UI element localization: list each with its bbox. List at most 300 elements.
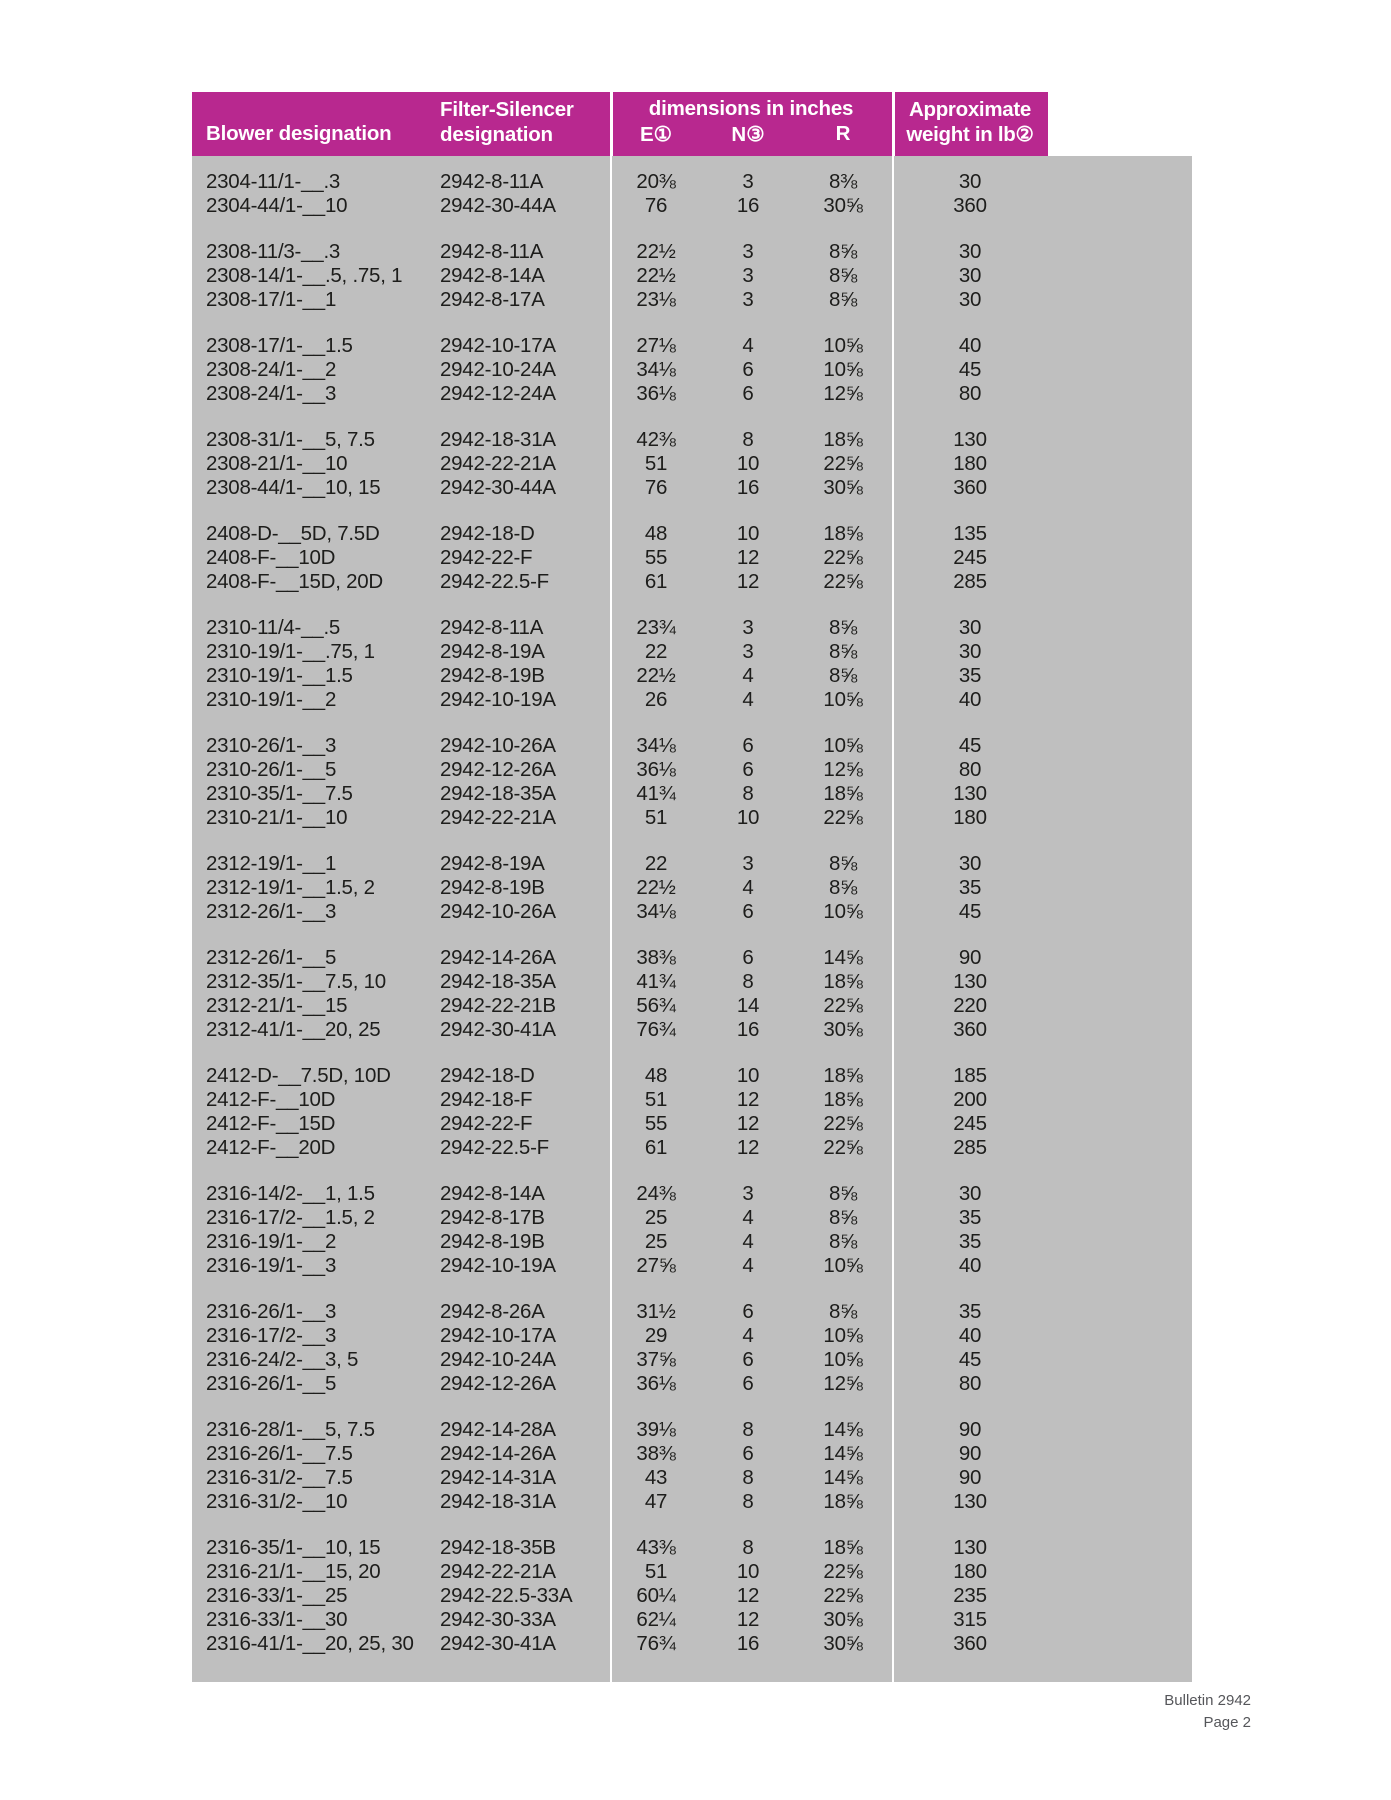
blower-designation-cell: 2310-19/1-__.75, 1	[206, 640, 375, 663]
blower-designation-cell: 2310-11/4-__.5	[206, 616, 341, 639]
dimension-n-cell: 8	[742, 1536, 754, 1559]
table-row-group	[192, 616, 1192, 734]
dimension-n-cell: 16	[736, 476, 760, 499]
dimension-e-cell: 22½	[636, 876, 676, 899]
dimension-n-cell: 8	[742, 1418, 754, 1441]
dimension-n-cell: 4	[742, 334, 754, 357]
blower-designation-cell: 2408-D-__5D, 7.5D	[206, 522, 380, 545]
dimension-r-cell: 30⅝	[823, 194, 863, 217]
dimension-n-cell: 3	[742, 240, 754, 263]
dimension-e-cell: 25	[644, 1206, 668, 1229]
dimension-e-cell: 42⅜	[636, 428, 676, 451]
approximate-weight-cell: 360	[953, 194, 987, 217]
dimension-n-cell: 8	[742, 782, 754, 805]
dimension-r-cell: 22⅝	[823, 570, 863, 593]
dimension-r-cell: 22⅝	[823, 546, 863, 569]
dimension-n-cell: 6	[742, 946, 754, 969]
approximate-weight-cell: 40	[958, 334, 982, 357]
approximate-weight-cell: 130	[953, 1536, 987, 1559]
filter-silencer-designation-cell: 2942-18-35B	[440, 1536, 556, 1559]
table-row-group	[192, 428, 1192, 522]
table-row	[192, 170, 1192, 194]
table-row	[192, 946, 1192, 970]
filter-silencer-designation-cell: 2942-30-41A	[440, 1018, 556, 1041]
table-row	[192, 382, 1192, 406]
filter-silencer-designation-cell: 2942-8-19B	[440, 876, 545, 899]
dimension-r-cell: 12⅝	[823, 1372, 863, 1395]
dimension-r-cell: 22⅝	[823, 806, 863, 829]
approximate-weight-cell: 180	[953, 806, 987, 829]
dimension-r-cell: 18⅝	[823, 522, 863, 545]
dimension-n-cell: 10	[736, 1064, 760, 1087]
dimension-r-cell: 12⅝	[823, 382, 863, 405]
approximate-weight-cell: 45	[958, 734, 982, 757]
table-header-row	[192, 92, 1192, 156]
dimension-r-cell: 8⅝	[829, 264, 857, 287]
dimension-e-cell: 22½	[636, 664, 676, 687]
dimension-r-cell: 22⅝	[823, 1560, 863, 1583]
blower-designation-cell: 2308-31/1-__5, 7.5	[206, 428, 375, 451]
filter-silencer-designation-cell: 2942-14-28A	[440, 1418, 556, 1441]
approximate-weight-cell: 45	[958, 900, 982, 923]
filter-silencer-designation-cell: 2942-10-17A	[440, 1324, 556, 1347]
filter-silencer-designation-cell: 2942-14-26A	[440, 1442, 556, 1465]
blower-designation-cell: 2412-F-__10D	[206, 1088, 336, 1111]
dimension-n-cell: 3	[742, 264, 754, 287]
table-row-group	[192, 1536, 1192, 1656]
dimension-n-cell: 4	[742, 1206, 754, 1229]
blower-designation-cell: 2308-14/1-__.5, .75, 1	[206, 264, 403, 287]
filter-silencer-designation-cell: 2942-10-24A	[440, 1348, 556, 1371]
column-header-r: R	[835, 122, 851, 145]
table-row	[192, 1490, 1192, 1514]
dimension-n-cell: 3	[742, 616, 754, 639]
table-row	[192, 1088, 1192, 1112]
filter-silencer-designation-cell: 2942-18-F	[440, 1088, 533, 1111]
table-row	[192, 782, 1192, 806]
table-row	[192, 1206, 1192, 1230]
dimension-n-cell: 6	[742, 734, 754, 757]
blower-designation-cell: 2312-35/1-__7.5, 10	[206, 970, 386, 993]
dimension-e-cell: 22½	[636, 264, 676, 287]
table-row	[192, 994, 1192, 1018]
filter-silencer-designation-cell: 2942-8-14A	[440, 264, 545, 287]
approximate-weight-cell: 220	[953, 994, 987, 1017]
dimension-n-cell: 8	[742, 1490, 754, 1513]
dimension-r-cell: 10⅝	[823, 358, 863, 381]
table-row	[192, 900, 1192, 924]
dimension-r-cell: 8⅝	[829, 1230, 857, 1253]
table-row	[192, 1466, 1192, 1490]
dimension-n-cell: 12	[736, 570, 760, 593]
approximate-weight-cell: 245	[953, 546, 987, 569]
dimension-e-cell: 48	[644, 1064, 668, 1087]
approximate-weight-cell: 90	[958, 1418, 982, 1441]
filter-header-line2: designation	[440, 123, 553, 146]
filter-silencer-designation-cell: 2942-18-D	[440, 1064, 535, 1087]
approximate-weight-cell: 360	[953, 476, 987, 499]
filter-silencer-designation-cell: 2942-22.5-F	[440, 1136, 549, 1159]
dimension-n-cell: 12	[736, 546, 760, 569]
table-row	[192, 616, 1192, 640]
approximate-weight-cell: 185	[953, 1064, 987, 1087]
dimension-e-cell: 55	[644, 546, 668, 569]
table-row-group	[192, 240, 1192, 334]
column-header-filter-silencer-designation	[426, 92, 610, 156]
filter-silencer-designation-cell: 2942-14-26A	[440, 946, 556, 969]
table-row	[192, 452, 1192, 476]
table-row	[192, 428, 1192, 452]
page-footer	[1164, 1690, 1251, 1734]
dimension-n-cell: 8	[742, 970, 754, 993]
dimension-r-cell: 8⅝	[829, 876, 857, 899]
filter-silencer-designation-cell: 2942-22-21B	[440, 994, 556, 1017]
blower-designation-cell: 2310-35/1-__7.5	[206, 782, 353, 805]
table-row-group	[192, 170, 1192, 240]
table-row-group	[192, 1064, 1192, 1182]
weight-header-label	[892, 97, 1048, 147]
dimension-e-cell: 51	[644, 1088, 668, 1111]
blower-designation-cell: 2412-F-__20D	[206, 1136, 336, 1159]
dimension-e-cell: 61	[644, 1136, 668, 1159]
dimension-n-cell: 6	[742, 382, 754, 405]
dimension-e-cell: 27⅛	[636, 334, 676, 357]
blower-designation-cell: 2316-24/2-__3, 5	[206, 1348, 359, 1371]
dimension-e-cell: 51	[644, 1560, 668, 1583]
dimension-r-cell: 18⅝	[823, 428, 863, 451]
dimension-r-cell: 8⅝	[829, 616, 857, 639]
weight-header-line1: Approximate	[908, 98, 1031, 121]
approximate-weight-cell: 130	[953, 428, 987, 451]
table-row	[192, 970, 1192, 994]
approximate-weight-cell: 130	[953, 782, 987, 805]
dimension-r-cell: 22⅝	[823, 1136, 863, 1159]
blower-designation-cell: 2312-26/1-__5	[206, 946, 337, 969]
blower-designation-cell: 2316-19/1-__2	[206, 1230, 337, 1253]
blower-designation-cell: 2308-24/1-__2	[206, 358, 337, 381]
dimension-e-cell: 23⅛	[636, 288, 676, 311]
table-row	[192, 1136, 1192, 1160]
filter-silencer-designation-cell: 2942-8-19B	[440, 664, 545, 687]
blower-designation-cell: 2308-44/1-__10, 15	[206, 476, 381, 499]
approximate-weight-cell: 30	[958, 1182, 982, 1205]
approximate-weight-cell: 360	[953, 1632, 987, 1655]
filter-silencer-designation-cell: 2942-8-11A	[440, 170, 544, 193]
dimension-n-cell: 3	[742, 852, 754, 875]
dimension-e-cell: 38⅜	[636, 1442, 676, 1465]
dimension-e-cell: 43	[644, 1466, 668, 1489]
table-row-group	[192, 1182, 1192, 1300]
approximate-weight-cell: 35	[958, 1230, 982, 1253]
filter-silencer-designation-cell: 2942-22-F	[440, 1112, 533, 1135]
filter-silencer-designation-cell: 2942-22-21A	[440, 452, 556, 475]
dimension-e-cell: 56¾	[636, 994, 676, 1017]
table-row-group	[192, 1300, 1192, 1418]
table-row	[192, 570, 1192, 594]
blower-designation-cell: 2308-21/1-__10	[206, 452, 348, 475]
footer-page-number: Page 2	[1203, 1714, 1251, 1731]
dimension-r-cell: 22⅝	[823, 452, 863, 475]
filter-silencer-designation-cell: 2942-8-19A	[440, 852, 545, 875]
dimension-r-cell: 30⅝	[823, 1608, 863, 1631]
dimension-e-cell: 39⅛	[636, 1418, 676, 1441]
filter-silencer-designation-cell: 2942-22.5-33A	[440, 1584, 573, 1607]
approximate-weight-cell: 30	[958, 170, 982, 193]
dimension-e-cell: 41¾	[636, 782, 676, 805]
table-row	[192, 640, 1192, 664]
table-row	[192, 288, 1192, 312]
dimension-e-cell: 55	[644, 1112, 668, 1135]
table-row	[192, 1372, 1192, 1396]
dimension-e-cell: 34⅛	[636, 734, 676, 757]
approximate-weight-cell: 180	[953, 452, 987, 475]
dimension-n-cell: 16	[736, 1018, 760, 1041]
blower-designation-cell: 2310-26/1-__5	[206, 758, 337, 781]
dimension-e-cell: 20⅜	[636, 170, 676, 193]
table-row	[192, 876, 1192, 900]
dimension-r-cell: 22⅝	[823, 1112, 863, 1135]
filter-silencer-designation-cell: 2942-18-35A	[440, 782, 556, 805]
dimension-e-cell: 62¼	[636, 1608, 676, 1631]
dimension-e-cell: 27⅝	[636, 1254, 676, 1277]
dimension-n-cell: 4	[742, 664, 754, 687]
column-header-blower-designation-label: Blower designation	[206, 122, 392, 145]
approximate-weight-cell: 135	[953, 522, 987, 545]
table-row	[192, 334, 1192, 358]
filter-silencer-designation-cell: 2942-12-26A	[440, 1372, 556, 1395]
table-row	[192, 852, 1192, 876]
approximate-weight-cell: 35	[958, 876, 982, 899]
dimension-e-cell: 47	[644, 1490, 668, 1513]
table-row	[192, 1230, 1192, 1254]
dimension-r-cell: 18⅝	[823, 1064, 863, 1087]
dimension-n-cell: 6	[742, 1348, 754, 1371]
column-header-dimensions	[610, 92, 892, 156]
table-row	[192, 1560, 1192, 1584]
blower-designation-cell: 2308-17/1-__1	[206, 288, 337, 311]
filter-silencer-designation-cell: 2942-8-19B	[440, 1230, 545, 1253]
blower-designation-cell: 2312-26/1-__3	[206, 900, 337, 923]
filter-silencer-designation-cell: 2942-8-11A	[440, 240, 544, 263]
approximate-weight-cell: 35	[958, 1206, 982, 1229]
filter-silencer-designation-cell: 2942-30-41A	[440, 1632, 556, 1655]
dimension-n-cell: 12	[736, 1112, 760, 1135]
dimension-n-cell: 12	[736, 1136, 760, 1159]
dimension-r-cell: 14⅝	[823, 1466, 863, 1489]
dimension-n-cell: 8	[742, 428, 754, 451]
approximate-weight-cell: 285	[953, 1136, 987, 1159]
dimension-r-cell: 10⅝	[823, 1254, 863, 1277]
blower-designation-cell: 2316-31/2-__10	[206, 1490, 348, 1513]
dimension-e-cell: 26	[644, 688, 668, 711]
approximate-weight-cell: 30	[958, 616, 982, 639]
table-row-group	[192, 1418, 1192, 1536]
filter-header-line1: Filter-Silencer	[440, 98, 574, 121]
table-row	[192, 1064, 1192, 1088]
blower-designation-cell: 2310-26/1-__3	[206, 734, 337, 757]
dimension-n-cell: 12	[736, 1608, 760, 1631]
table-row	[192, 1348, 1192, 1372]
dimension-r-cell: 30⅝	[823, 1018, 863, 1041]
table-row	[192, 1418, 1192, 1442]
dimensions-subheaders	[610, 122, 892, 147]
table-body	[192, 156, 1192, 1682]
dimension-r-cell: 10⅝	[823, 734, 863, 757]
table-row	[192, 240, 1192, 264]
filter-silencer-designation-cell: 2942-22.5-F	[440, 570, 549, 593]
filter-silencer-designation-cell: 2942-18-31A	[440, 428, 556, 451]
table-row	[192, 194, 1192, 218]
approximate-weight-cell: 30	[958, 264, 982, 287]
approximate-weight-cell: 30	[958, 288, 982, 311]
table-row	[192, 1018, 1192, 1042]
table-row	[192, 1182, 1192, 1206]
dimension-r-cell: 18⅝	[823, 782, 863, 805]
blower-designation-cell: 2316-41/1-__20, 25, 30	[206, 1632, 414, 1655]
approximate-weight-cell: 315	[953, 1608, 987, 1631]
dimension-r-cell: 8⅝	[829, 664, 857, 687]
blower-designation-cell: 2316-33/1-__25	[206, 1584, 348, 1607]
column-header-blower-designation	[192, 92, 426, 156]
filter-silencer-designation-cell: 2942-12-26A	[440, 758, 556, 781]
approximate-weight-cell: 130	[953, 970, 987, 993]
filter-silencer-designation-cell: 2942-8-14A	[440, 1182, 545, 1205]
dimension-n-cell: 6	[742, 1372, 754, 1395]
table-row	[192, 1442, 1192, 1466]
dimension-n-cell: 3	[742, 640, 754, 663]
blower-designation-cell: 2412-D-__7.5D, 10D	[206, 1064, 391, 1087]
filter-silencer-designation-cell: 2942-8-11A	[440, 616, 544, 639]
dimension-e-cell: 51	[644, 806, 668, 829]
column-header-approximate-weight	[892, 92, 1048, 156]
filter-silencer-designation-cell: 2942-10-26A	[440, 734, 556, 757]
dimension-r-cell: 30⅝	[823, 1632, 863, 1655]
table-row	[192, 1324, 1192, 1348]
dimension-r-cell: 8⅝	[829, 288, 857, 311]
dimension-n-cell: 6	[742, 358, 754, 381]
blower-designation-cell: 2316-35/1-__10, 15	[206, 1536, 381, 1559]
blower-designation-cell: 2316-17/2-__1.5, 2	[206, 1206, 375, 1229]
approximate-weight-cell: 80	[958, 382, 982, 405]
dimension-n-cell: 4	[742, 1254, 754, 1277]
table-row	[192, 758, 1192, 782]
table-row	[192, 734, 1192, 758]
blower-designation-cell: 2316-31/2-__7.5	[206, 1466, 353, 1489]
dimension-r-cell: 14⅝	[823, 1418, 863, 1441]
filter-silencer-designation-cell: 2942-30-33A	[440, 1608, 556, 1631]
dimension-n-cell: 10	[736, 806, 760, 829]
blower-designation-cell: 2310-19/1-__2	[206, 688, 337, 711]
column-header-n: N③	[731, 123, 765, 146]
blower-designation-cell: 2316-17/2-__3	[206, 1324, 337, 1347]
dimension-r-cell: 8⅝	[829, 1206, 857, 1229]
dimension-r-cell: 10⅝	[823, 334, 863, 357]
dimension-n-cell: 3	[742, 1182, 754, 1205]
table-row	[192, 1254, 1192, 1278]
filter-silencer-designation-cell: 2942-14-31A	[440, 1466, 556, 1489]
approximate-weight-cell: 35	[958, 1300, 982, 1323]
table-row	[192, 476, 1192, 500]
blower-designation-cell: 2312-19/1-__1	[206, 852, 337, 875]
filter-silencer-designation-cell: 2942-18-31A	[440, 1490, 556, 1513]
blower-designation-cell: 2316-33/1-__30	[206, 1608, 348, 1631]
approximate-weight-cell: 235	[953, 1584, 987, 1607]
dimension-e-cell: 48	[644, 522, 668, 545]
dimension-r-cell: 30⅝	[823, 476, 863, 499]
approximate-weight-cell: 285	[953, 570, 987, 593]
approximate-weight-cell: 80	[958, 1372, 982, 1395]
approximate-weight-cell: 130	[953, 1490, 987, 1513]
table-row	[192, 664, 1192, 688]
dimension-r-cell: 10⅝	[823, 688, 863, 711]
dimension-e-cell: 22½	[636, 240, 676, 263]
table-row	[192, 1608, 1192, 1632]
filter-silencer-designation-cell: 2942-18-D	[440, 522, 535, 545]
blower-designation-cell: 2312-41/1-__20, 25	[206, 1018, 381, 1041]
dimension-e-cell: 25	[644, 1230, 668, 1253]
table-row	[192, 1584, 1192, 1608]
column-divider-right	[892, 156, 894, 1682]
dimension-n-cell: 6	[742, 1442, 754, 1465]
filter-silencer-designation-cell: 2942-30-44A	[440, 476, 556, 499]
blower-designation-cell: 2308-11/3-__.3	[206, 240, 341, 263]
blower-designation-cell: 2312-21/1-__15	[206, 994, 348, 1017]
dimension-r-cell: 18⅝	[823, 1088, 863, 1111]
dimension-n-cell: 3	[742, 170, 754, 193]
dimension-r-cell: 10⅝	[823, 1324, 863, 1347]
specifications-table	[192, 92, 1192, 1682]
dimension-n-cell: 6	[742, 758, 754, 781]
table-row	[192, 1536, 1192, 1560]
dimension-r-cell: 10⅝	[823, 1348, 863, 1371]
dimension-n-cell: 16	[736, 194, 760, 217]
approximate-weight-cell: 35	[958, 664, 982, 687]
blower-designation-cell: 2408-F-__15D, 20D	[206, 570, 383, 593]
table-row-group	[192, 852, 1192, 946]
dimension-n-cell: 14	[736, 994, 760, 1017]
dimension-e-cell: 36⅛	[636, 382, 676, 405]
dimension-n-cell: 12	[736, 1088, 760, 1111]
table-row	[192, 806, 1192, 830]
dimension-e-cell: 43⅜	[636, 1536, 676, 1559]
dimension-r-cell: 18⅝	[823, 1536, 863, 1559]
dimension-e-cell: 31½	[636, 1300, 676, 1323]
filter-silencer-designation-cell: 2942-30-44A	[440, 194, 556, 217]
column-header-e: E①	[639, 123, 673, 146]
table-row-group	[192, 734, 1192, 852]
dimension-n-cell: 4	[742, 1230, 754, 1253]
approximate-weight-cell: 40	[958, 688, 982, 711]
approximate-weight-cell: 200	[953, 1088, 987, 1111]
table-row	[192, 358, 1192, 382]
column-divider-left	[610, 156, 612, 1682]
dimension-e-cell: 36⅛	[636, 1372, 676, 1395]
dimension-r-cell: 22⅝	[823, 994, 863, 1017]
filter-silencer-designation-cell: 2942-8-26A	[440, 1300, 545, 1323]
approximate-weight-cell: 30	[958, 852, 982, 875]
dimension-e-cell: 76¾	[636, 1632, 676, 1655]
approximate-weight-cell: 40	[958, 1254, 982, 1277]
dimension-r-cell: 22⅝	[823, 1584, 863, 1607]
dimension-e-cell: 29	[644, 1324, 668, 1347]
dimension-e-cell: 23¾	[636, 616, 676, 639]
blower-designation-cell: 2304-11/1-__.3	[206, 170, 341, 193]
dimension-n-cell: 3	[742, 288, 754, 311]
blower-designation-cell: 2310-21/1-__10	[206, 806, 348, 829]
dimension-r-cell: 18⅝	[823, 970, 863, 993]
dimension-e-cell: 41¾	[636, 970, 676, 993]
dimension-e-cell: 22	[644, 852, 668, 875]
